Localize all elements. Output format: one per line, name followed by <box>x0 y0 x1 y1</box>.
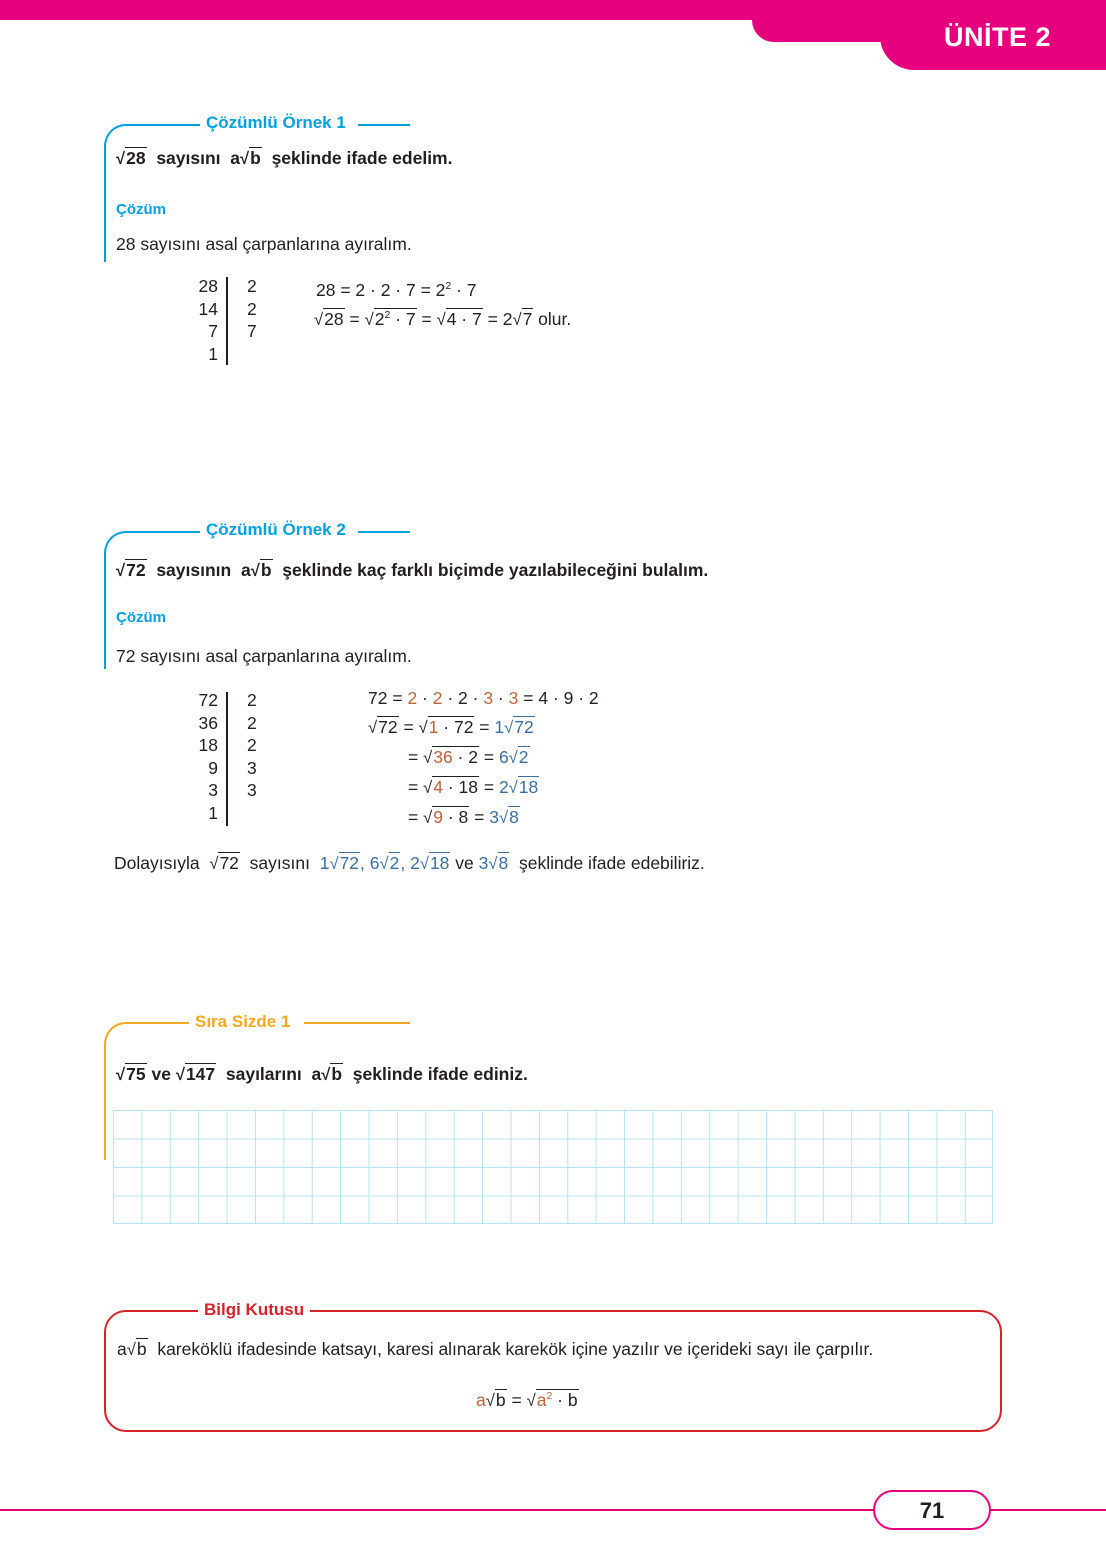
example1-intro: 28 sayısını asal çarpanlarına ayıralım. <box>116 234 412 254</box>
example1-eq2: $√28 = √2^2 \cdot 7 = √4 \cdot 7 = 2√7$ olur. <box>314 309 572 329</box>
sira-title: Sıra Sizde 1 <box>189 1012 296 1032</box>
info-box-text: a√b kareköklü ifadesinde katsayı, karesi alınarak karekök içine yazılır ve içerideki sayı ile çarpılır. <box>117 1339 874 1359</box>
example1-title-line <box>358 124 410 126</box>
sira-title-line <box>304 1022 410 1024</box>
info-box-title: Bilgi Kutusu <box>198 1300 310 1320</box>
example1-factor-right: 2 2 7 <box>247 276 257 341</box>
example1-cozum: Çözüm <box>116 201 166 218</box>
example2-title: Çözümlü Örnek 2 <box>200 520 352 540</box>
example2-factor-bar <box>226 692 228 826</box>
example1-eq1: $28 = 2 \cdot 2 \cdot 7 = 2^2 \cdot 7$ <box>316 280 477 300</box>
radical: √28 <box>116 148 146 168</box>
answer-grid[interactable] <box>113 1110 993 1224</box>
example2-row3: = √4 · 18 = 2√18 <box>408 777 539 797</box>
page-number: 71 <box>919 1498 945 1523</box>
example2-factor-right: 2 2 2 3 3 <box>247 690 257 800</box>
example2-factor-left: 72 36 18 9 3 1 <box>198 690 218 823</box>
example2-line1: 72 = 2 · 2 · 2 · 3 · 3 = 4 · 9 · 2 <box>368 688 599 708</box>
example2-task: √72 sayısının a√b şeklinde kaç farklı biçimde yazılabileceğini bulalım. <box>116 560 709 580</box>
example2-title-line <box>358 531 410 533</box>
example2-row2: = √36 · 2 = 6√2 <box>408 747 529 767</box>
example2-cozum: Çözüm <box>116 609 166 626</box>
example2-intro: 72 sayısını asal çarpanlarına ayıralım. <box>116 646 412 666</box>
example1-title: Çözümlü Örnek 1 <box>200 113 352 133</box>
info-box-formula: $a√b = √a^2 \cdot b$ <box>476 1390 578 1410</box>
example1-factor-bar <box>226 277 228 365</box>
example2-conclusion: Dolayısıyla √72 sayısını 1√72, 6√2, 2√18 ve 3√8 şeklinde ifade edebiliriz. <box>114 853 705 873</box>
example2-row1: √72 = √1 · 72 = 1√72 <box>368 717 534 737</box>
example1-factor-left: 28 14 7 1 <box>198 276 218 364</box>
unit-label: ÜNİTE 2 <box>944 22 1052 52</box>
example2-row4: = √9 · 8 = 3√8 <box>408 807 519 827</box>
sira-task: √75 ve √147 sayılarını a√b şeklinde ifade ediniz. <box>116 1064 528 1084</box>
info-box <box>104 1310 1002 1432</box>
example1-task: √28 sayısını a√b şeklinde ifade edelim. <box>116 148 453 168</box>
header-notch <box>752 20 892 42</box>
